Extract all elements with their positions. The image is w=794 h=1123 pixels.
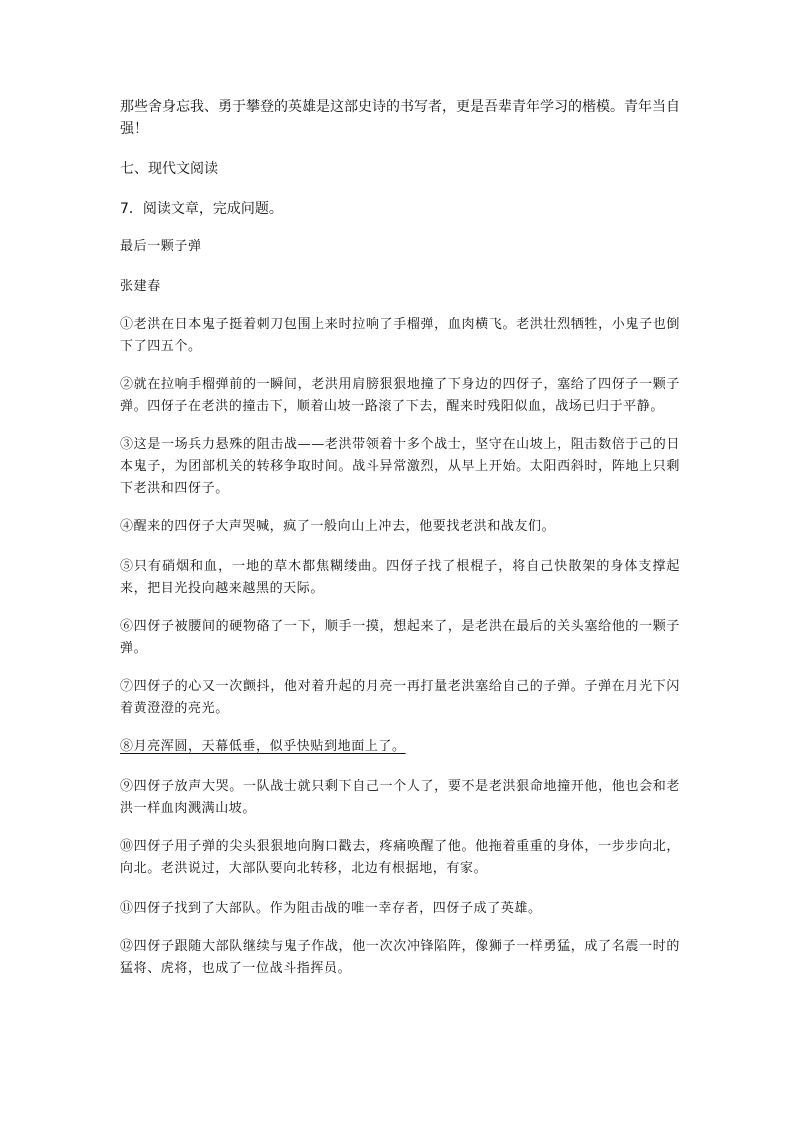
article-paragraph-8: ⑧月亮浑圆，天幕低垂，似乎快贴到地面上了。 bbox=[120, 739, 406, 754]
article-paragraph-5: ⑤只有硝烟和血，一地的草木都焦糊缕曲。四伢子找了根棍子，将自己快散架的身体支撑起来，把目光投向越来越黑的天际。 bbox=[120, 559, 680, 596]
article-paragraph-2: ②就在拉响手榴弹前的一瞬间，老洪用肩膀狠狠地撞了下身边的四伢子，塞给了四伢子一颗子弹。四伢子在老洪的撞击下，顺着山坡一路滚了下去，醒来时残阳似血，战场已归于平静。 bbox=[120, 377, 680, 414]
article-paragraph-10: ⑩四伢子用子弹的尖头狠狠地向胸口戳去，疼痛唤醒了他。他拖着重重的身体，一步步向北，向北。老洪说过，大部队要向北转移，北边有根据地，有家。 bbox=[120, 839, 680, 876]
article-paragraph-4: ④醒来的四伢子大声哭喊，疯了一般向山上冲去，他要找老洪和战友们。 bbox=[120, 519, 556, 534]
article-paragraph-1: ①老洪在日本鬼子挺着刺刀包围上来时拉响了手榴弹，血肉横飞。老洪壮烈牺牲，小鬼子也倒下了四五个。 bbox=[120, 317, 680, 354]
article-paragraph-11: ⑪四伢子找到了大部队。作为阻击战的唯一幸存者，四伢子成了英雄。 bbox=[120, 901, 542, 916]
intro-paragraph: 那些舍身忘我、勇于攀登的英雄是这部史诗的书写者，更是吾辈青年学习的楷模。青年当自强！ bbox=[120, 99, 680, 137]
article-author: 张建春 bbox=[120, 279, 161, 294]
section-heading: 七、现代文阅读 bbox=[120, 161, 218, 177]
article-title: 最后一颗子弹 bbox=[120, 239, 202, 254]
article-paragraph-7: ⑦四伢子的心又一次颤抖，他对着升起的月亮一再打量老洪塞给自己的子弹。子弹在月光下闪着黄澄澄的亮光。 bbox=[120, 679, 680, 716]
article-paragraph-9: ⑨四伢子放声大哭。一队战士就只剩下自己一个人了，要不是老洪狠命地撞开他，他也会和老洪一样血肉溅满山坡。 bbox=[120, 779, 680, 816]
article-paragraph-6: ⑥四伢子被腰间的硬物硌了一下，顺手一摸，想起来了，是老洪在最后的关头塞给他的一颗子弹。 bbox=[120, 619, 680, 656]
article-paragraph-12: ⑫四伢子跟随大部队继续与鬼子作战，他一次次冲锋陷阵，像狮子一样勇猛，成了名震一时的猛将、虎将，也成了一位战斗指挥员。 bbox=[120, 939, 680, 976]
question-prompt: 7．阅读文章，完成问题。 bbox=[120, 201, 283, 217]
article-paragraph-3: ③这是一场兵力悬殊的阻击战——老洪带领着十多个战士，坚守在山坡上，阻击数倍于己的日本鬼子，为团部机关的转移争取时间。战斗异常激烈，从早上开始。太阳西斜时，阵地上只剩下老洪和四伢子。 bbox=[120, 437, 680, 496]
